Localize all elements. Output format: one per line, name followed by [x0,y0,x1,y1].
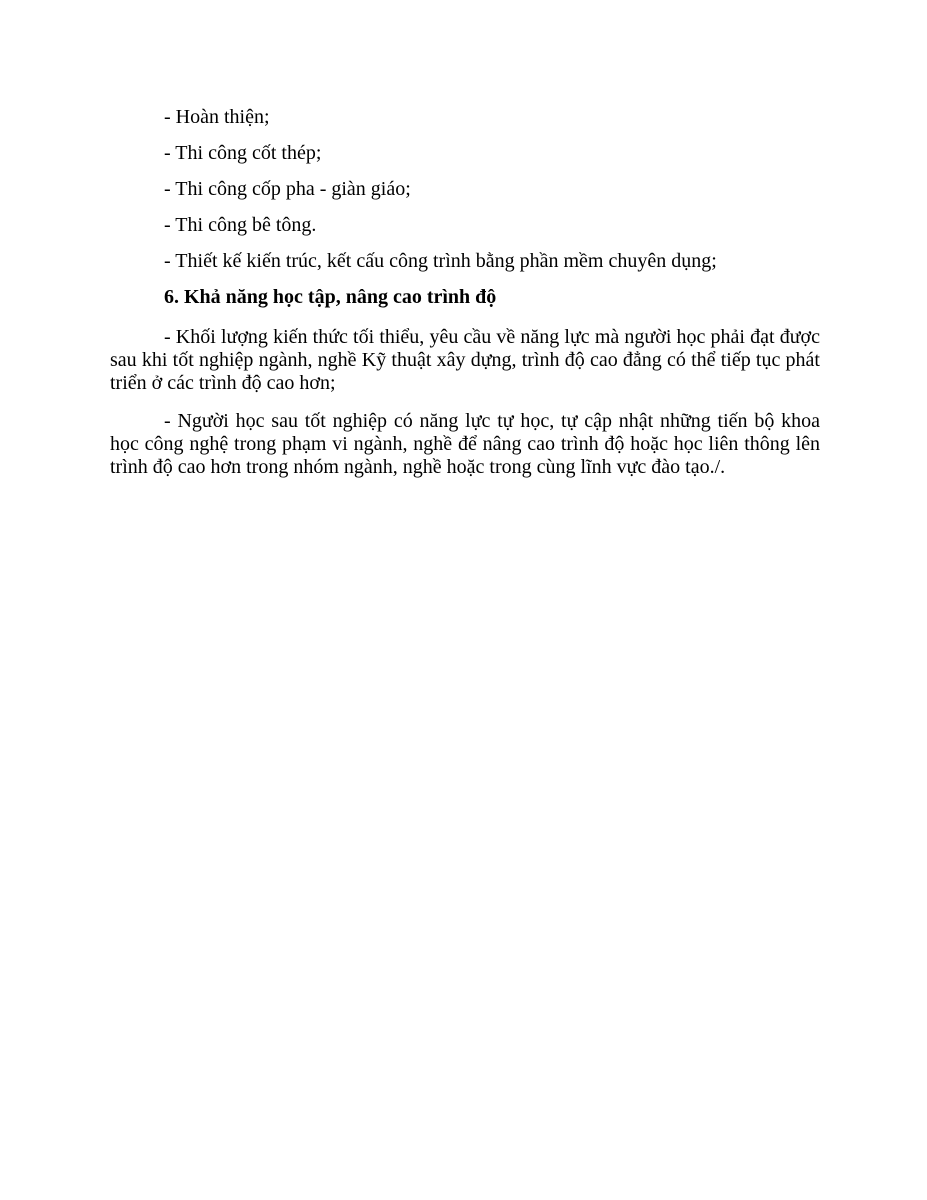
list-item-thi-cong-be-tong: - Thi công bê tông. [164,214,317,236]
paragraph-nguoi-hoc-sau-tot-nghiep: - Người học sau tốt nghiệp có năng lực tự học, tự cập nhật những tiến bộ khoa học công nghệ trong phạm vi ngành, nghề để nâng cao trình độ hoặc học liên thông lên trình độ cao hơn trong nhóm ngành, nghề hoặc trong cùng lĩnh vực đào tạo./. [110,410,820,478]
list-item-thi-cong-cop-pha: - Thi công cốp pha - giàn giáo; [164,178,411,200]
list-item-thiet-ke-kien-truc: - Thiết kế kiến trúc, kết cấu công trình bằng phần mềm chuyên dụng; [164,250,717,272]
paragraph-khoi-luong-kien-thuc: - Khối lượng kiến thức tối thiểu, yêu cầu về năng lực mà người học phải đạt được sau khi tốt nghiệp ngành, nghề Kỹ thuật xây dựng, trình độ cao đẳng có thể tiếp tục phát triển ở các trình độ cao hơn; [110,326,820,394]
section-heading: 6. Khả năng học tập, nâng cao trình độ [164,286,497,308]
document-content [110,106,820,494]
list-item-hoan-thien: - Hoàn thiện; [164,106,270,128]
list-item-thi-cong-cot-thep: - Thi công cốt thép; [164,142,322,164]
